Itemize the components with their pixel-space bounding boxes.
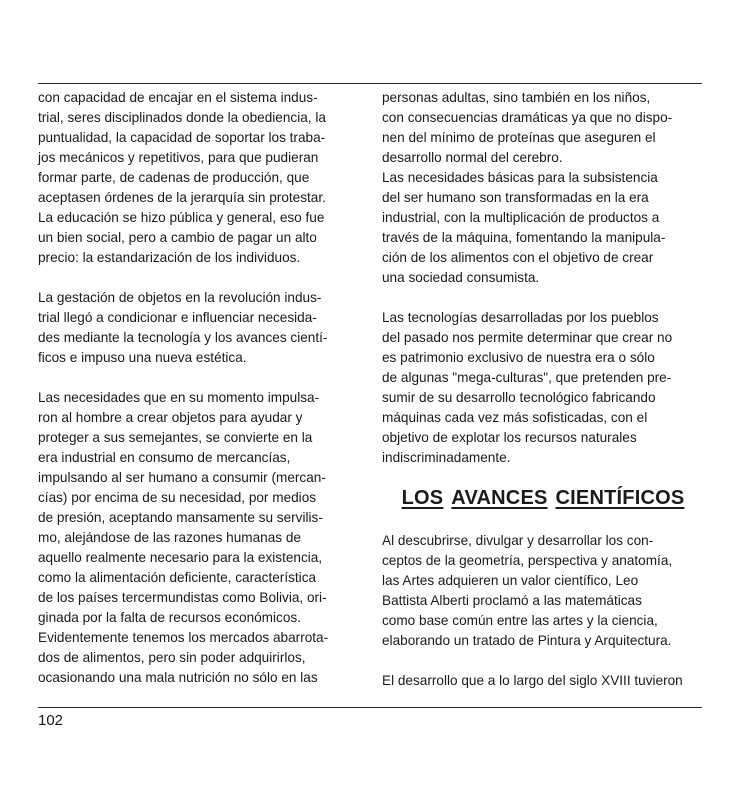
text-line: era industrial en consumo de mercancías, [38,450,291,465]
text-line: industrial, con la multiplicación de productos a [382,210,660,225]
text-line: de algunas "mega-culturas", que pretenden pre- [382,370,672,385]
text-line: La educación se hizo pública y general, eso fue [38,210,325,225]
left-column [38,88,360,688]
text-line: las Artes adquieren un valor científico, Leo [382,573,639,588]
text-line: La gestación de objetos en la revolución indus- [38,290,322,305]
paragraph-gap [382,288,704,308]
paragraph-gap [38,368,360,388]
text-line: des mediante la tecnología y los avances cientí- [38,330,328,345]
text-line: trial llegó a condicionar e influenciar necesida- [38,310,317,325]
text-line: impulsando al ser humano a consumir (mercan- [38,470,326,485]
paragraph-gap [38,268,360,288]
text-line: desarrollo normal del cerebro. [382,150,563,165]
text-line: El desarrollo que a lo largo del siglo XVIII tuvieron [382,673,683,688]
text-line: proteger a sus semejantes, se convierte en la [38,430,313,445]
text-line: ocasionando una mala nutrición no sólo en las [38,670,318,685]
text-line: una sociedad consumista. [382,270,540,285]
bottom-rule [38,707,702,708]
page-number: 102 [38,712,64,729]
text-line: ron al hombre a crear objetos para ayudar y [38,410,303,425]
heading-gap [382,521,704,531]
text-line: precio: la estandarización de los individuos. [38,250,301,265]
text-line: Las necesidades básicas para la subsistencia [382,170,658,185]
text-line: indiscriminadamente. [382,450,511,465]
text-line: Evidentemente tenemos los mercados abarrota- [38,630,329,645]
text-line: ción de los alimentos con el objetivo de crear [382,250,654,265]
text-line: personas adultas, sino también en los niños, [382,90,651,105]
text-line: de los países tercermundistas como Bolivia, ori- [38,590,327,605]
text-line: ficos e impuso una nueva estética. [38,350,247,365]
section-heading [382,474,704,521]
text-line: cías) por encima de su necesidad, por medios [38,490,317,505]
text-line: como base común entre las artes y la ciencia, [382,613,658,628]
text-line: del pasado nos permite determinar que crear no [382,330,673,345]
heading-word: CIENTÍFICOS [555,486,685,509]
paragraph-gap [382,651,704,671]
text-line: trial, seres disciplinados donde la obediencia, la [38,110,326,125]
text-line: aquello realmente necesario para la existencia, [38,550,323,565]
text-line: objetivo de explotar los recursos naturales [382,430,637,445]
text-line: ceptos de la geometría, perspectiva y anatomía, [382,553,673,568]
text-line: mo, alejándose de las razones humanas de [38,530,301,545]
text-line: sumir de su desarrollo tecnológico fabricando [382,390,656,405]
text-line: como la alimentación deficiente, característica [38,570,317,585]
text-line: un bien social, pero a cambio de pagar un alto [38,230,317,245]
text-line: con consecuencias dramáticas ya que no dispo- [382,110,673,125]
text-line: través de la máquina, fomentando la manipula- [382,230,666,245]
text-line: de presión, aceptando mansamente su servilis- [38,510,323,525]
heading-word: LOS [401,486,444,509]
text-line: máquinas cada vez más sofisticadas, con el [382,410,648,425]
text-line: aceptasen órdenes de la jerarquía sin protestar. [38,190,326,205]
text-line: formar parte, de cadenas de producción, que [38,170,310,185]
text-line: jos mecánicos y repetitivos, para que pudieran [38,150,319,165]
text-line: Las tecnologías desarrolladas por los pueblos [382,310,659,325]
right-column [382,88,704,691]
text-line: elaborando un tratado de Pintura y Arquitectura. [382,633,672,648]
text-line: es patrimonio exclusivo de nuestra era o sólo [382,350,655,365]
text-line: Battista Alberti proclamó a las matemáticas [382,593,642,608]
heading-word: AVANCES [451,486,548,509]
text-line: con capacidad de encajar en el sistema indus- [38,90,318,105]
text-line: dos de alimentos, pero sin poder adquirirlos, [38,650,306,665]
text-line: puntualidad, la capacidad de soportar los traba- [38,130,326,145]
text-line: del ser humano son transformadas en la era [382,190,649,205]
text-line: Al descubrirse, divulgar y desarrollar los con- [382,533,654,548]
text-line: ginada por la falta de recursos económicos. [38,610,301,625]
top-rule [38,83,702,84]
text-line: nen del mínimo de proteínas que aseguren el [382,130,656,145]
text-line: Las necesidades que en su momento impulsa- [38,390,320,405]
